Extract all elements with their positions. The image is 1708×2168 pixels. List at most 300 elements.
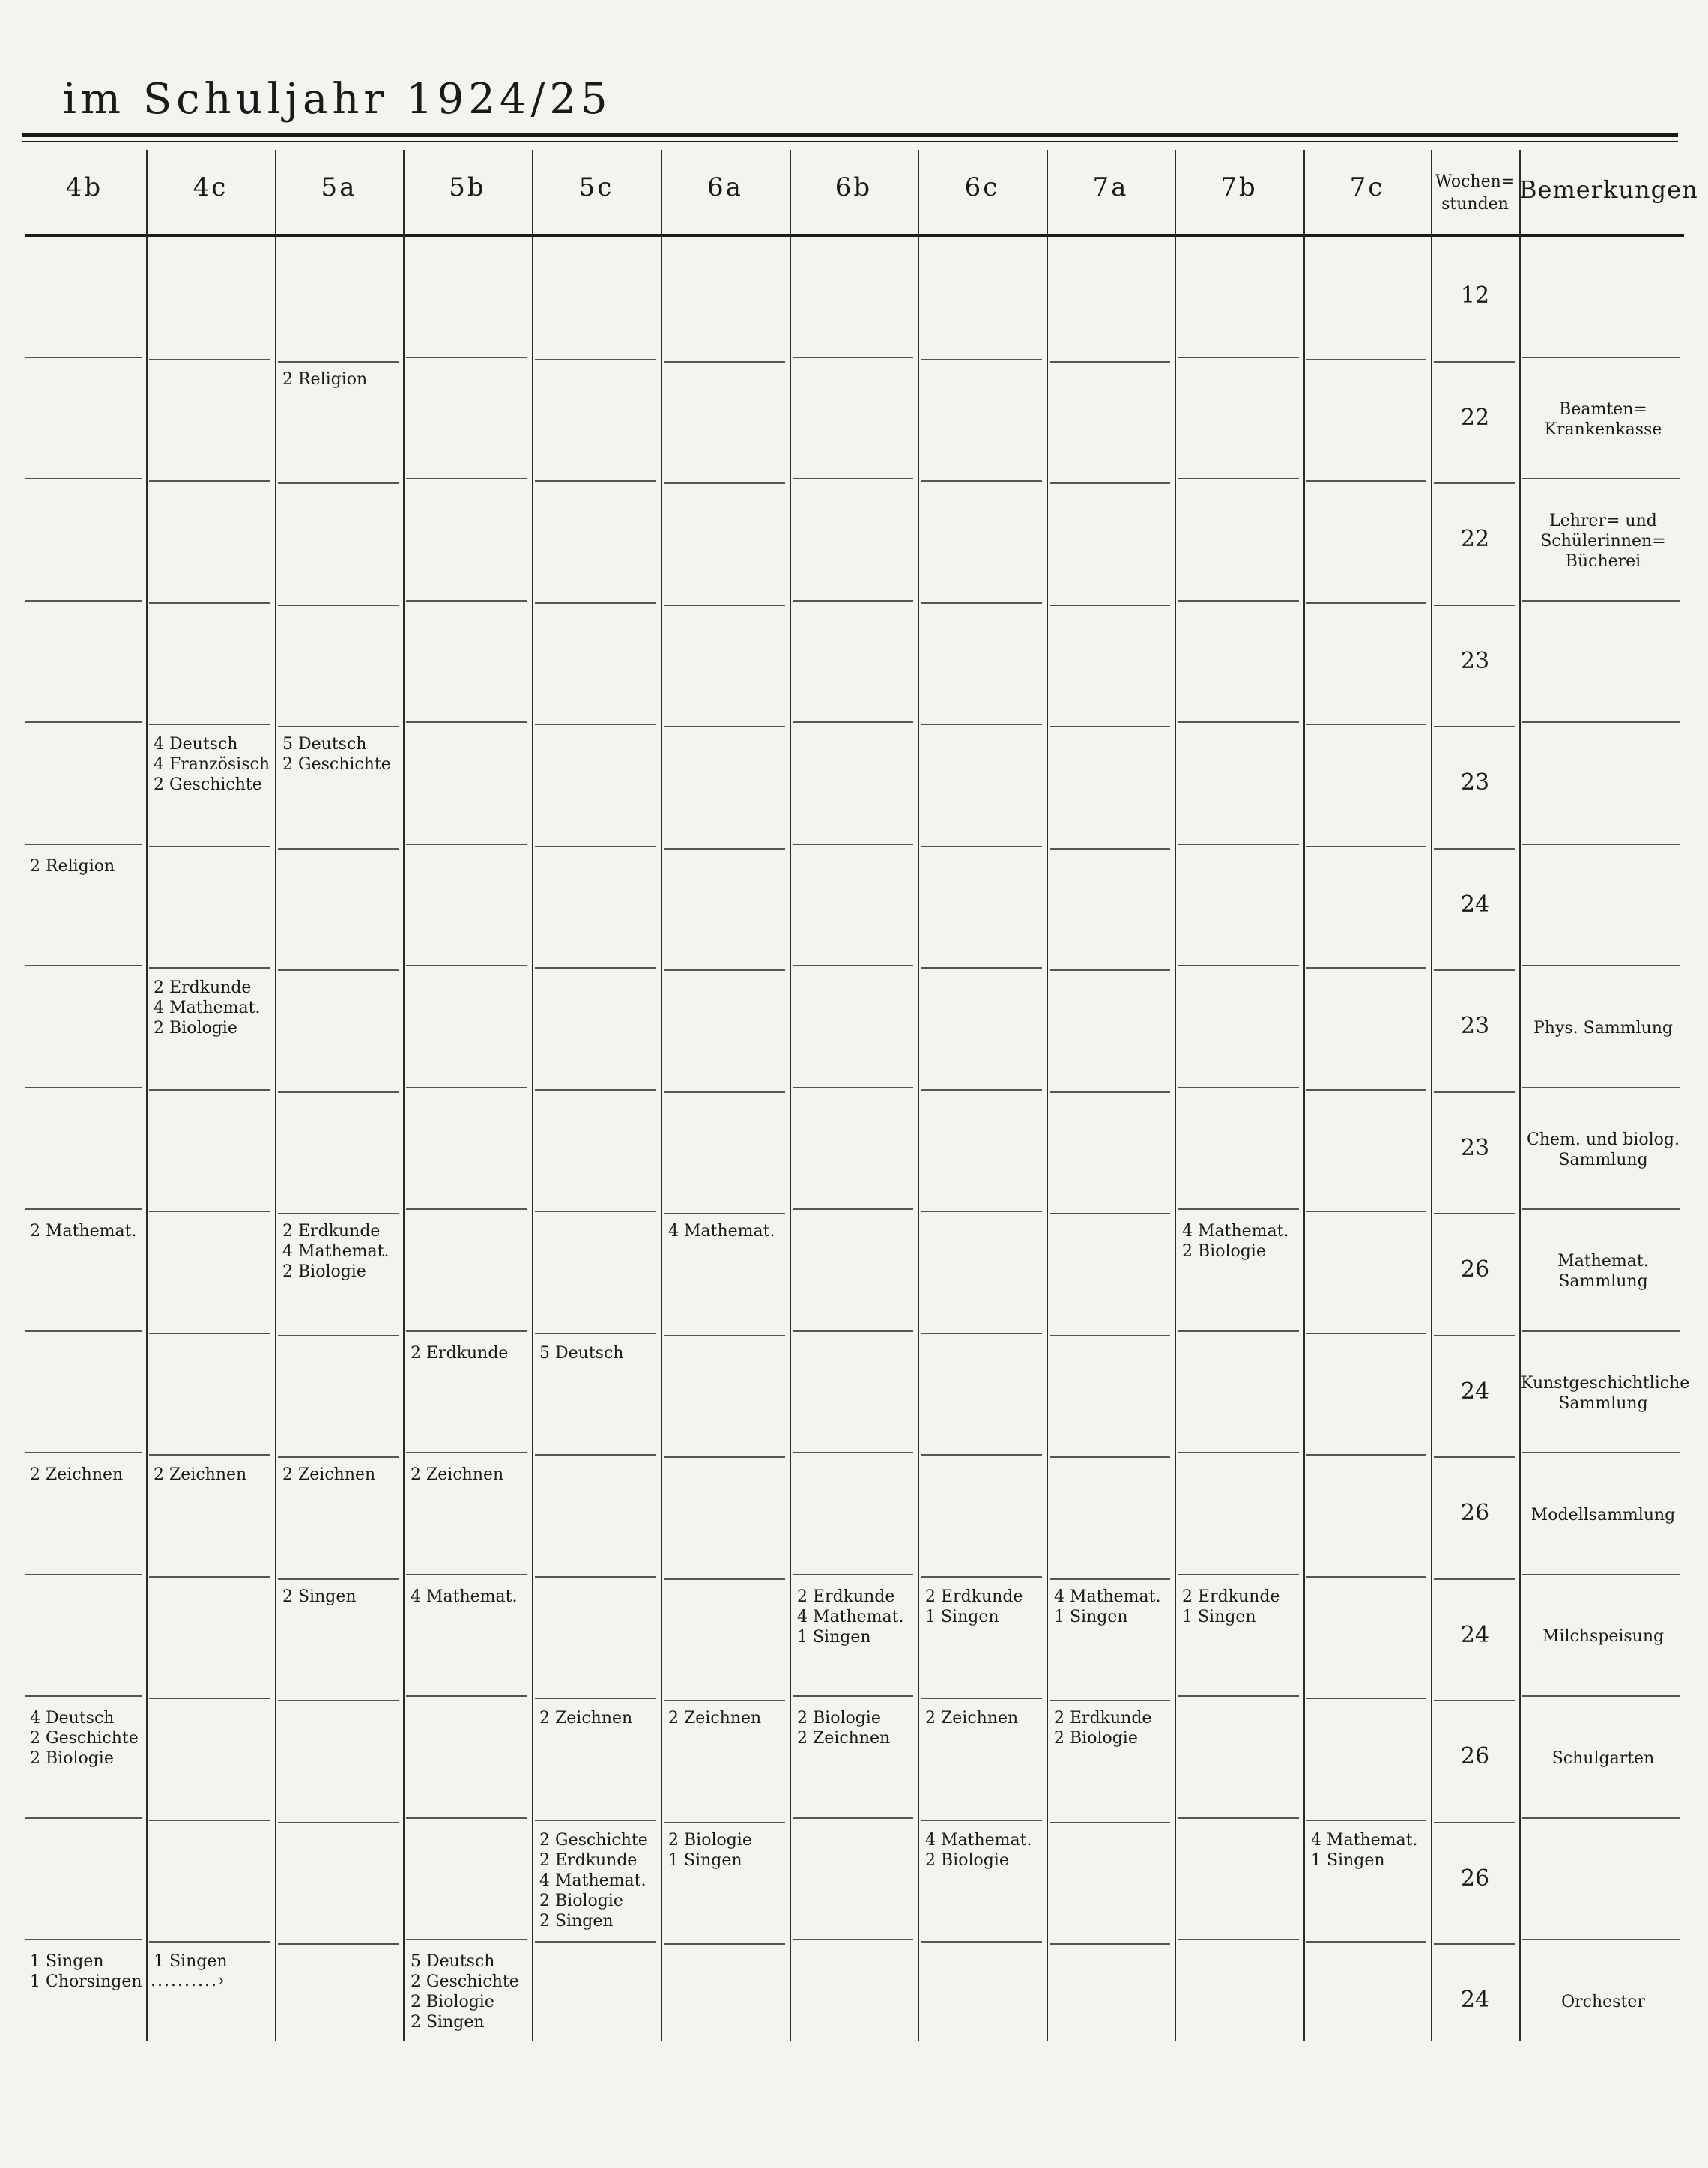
row-divider [1306,724,1426,725]
remark-line: Sammlung [1558,1272,1648,1292]
row-divider [1050,482,1170,484]
subject-line: 2 Biologie [154,1019,237,1038]
weekly-hours: 22 [1460,526,1490,553]
row-divider [149,967,270,969]
row-divider [535,1820,656,1821]
row-divider [149,480,270,482]
row-divider [535,480,656,482]
subject-line: 4 Mathemat. [797,1607,904,1626]
row-divider [1178,1330,1299,1332]
subject-cell [797,1708,890,1748]
row-divider [25,1087,142,1088]
row-divider [921,1333,1042,1334]
subject-cell [154,1465,246,1485]
row-divider [1434,1700,1515,1701]
row-divider [1050,1700,1170,1701]
row-divider [793,1817,913,1819]
row-divider [1178,600,1299,602]
row-divider [25,1695,142,1697]
row-divider [1178,1452,1299,1453]
row-divider [149,1089,270,1091]
remark-line: Beamten= [1559,399,1647,419]
row-divider [535,1211,656,1212]
row-divider [278,1943,399,1945]
remark-line: Sammlung [1558,1150,1648,1169]
row-divider [1306,1454,1426,1456]
subject-line: 2 Singen [411,2013,485,2032]
row-divider [149,1698,270,1699]
row-divider [1050,726,1170,727]
subject-line: 4 Mathemat. [925,1830,1032,1850]
row-divider [535,602,656,604]
subject-line: 2 Erdkunde [282,1222,381,1241]
subject-cell [411,1951,519,2032]
subject-cell [30,1951,142,1992]
row-divider [278,726,399,727]
subject-line: 2 Biologie [668,1830,752,1850]
row-divider [1178,1939,1299,1940]
row-divider [25,844,142,845]
subject-line: 2 Biologie [797,1709,881,1728]
row-divider [921,1698,1042,1699]
row-divider [278,605,399,606]
subject-line: 4 Mathemat. [668,1222,775,1241]
subject-line: 5 Deutsch [282,735,367,754]
subject-cell [539,1830,648,1931]
row-divider [149,1576,270,1578]
remark [1521,1130,1686,1170]
subject-line: 2 Biologie [925,1850,1009,1870]
row-divider [1522,1330,1680,1332]
row-divider [664,1700,785,1701]
row-divider [793,1087,913,1088]
row-divider [406,1087,527,1088]
column-divider [1175,150,1176,2041]
row-divider [1178,844,1299,845]
row-divider [1306,1576,1426,1578]
weekly-hours: 24 [1460,1987,1490,2014]
subject-line: 2 Erdkunde [797,1587,895,1606]
row-divider [793,1208,913,1210]
row-divider [278,1578,399,1580]
subject-cell [925,1587,1023,1627]
column-divider [146,150,148,2041]
row-divider [406,1208,527,1210]
row-divider [535,1941,656,1943]
subject-line: 2 Erdkunde [1182,1587,1280,1606]
subject-line: 4 Deutsch [30,1709,115,1728]
row-divider [406,600,527,602]
row-divider [1522,357,1680,358]
row-divider [149,846,270,847]
subject-line: 2 Biologie [1182,1242,1266,1261]
subject-line: 2 Zeichnen [154,1465,247,1484]
row-divider [25,357,142,358]
row-divider [1050,605,1170,606]
column-divider [661,150,662,2041]
row-divider [1434,482,1515,484]
subject-line: 1 Singen [668,1850,742,1870]
row-divider [1306,1941,1426,1943]
remark-line: Modellsammlung [1530,1505,1676,1524]
weekly-hours: 23 [1460,1134,1490,1161]
subject-line: 2 Biologie [30,1749,114,1768]
row-divider [406,1330,527,1332]
row-divider [406,478,527,479]
subject-line: 4 Mathemat. [411,1587,518,1606]
remark-line: Kunstgeschichtliche [1521,1373,1690,1393]
subject-line: 4 Mathemat. [1182,1222,1289,1241]
subject-cell [925,1830,1032,1871]
subject-line: 5 Deutsch [411,1952,495,1971]
subject-line: 2 Geschichte [154,775,262,794]
subject-line: 4 Mathemat. [282,1242,390,1261]
row-divider [1522,600,1680,602]
row-divider [278,1091,399,1093]
row-divider [921,724,1042,725]
row-divider [25,965,142,966]
subject-line: 4 Mathemat. [154,999,261,1017]
subject-cell [925,1708,1018,1728]
subject-cell [30,1221,136,1241]
row-divider [25,1939,142,1940]
subject-cell [797,1587,903,1647]
row-divider [1306,1698,1426,1699]
row-divider [1522,1574,1680,1575]
chorsingen-arrow: ..........› [151,1972,226,1990]
subject-cell [411,1343,508,1363]
subject-line: 2 Zeichnen [411,1465,504,1484]
row-divider [1306,1089,1426,1091]
column-divider [1303,150,1305,2041]
row-divider [25,1574,142,1575]
top-rule [22,133,1678,137]
subject-cell [1182,1587,1280,1627]
row-divider [535,724,656,725]
row-divider [406,844,527,845]
row-divider [535,967,656,969]
subject-line: 1 Singen [1311,1850,1385,1870]
row-divider [1522,478,1680,479]
row-divider [1522,1817,1680,1819]
weekly-hours: 26 [1460,1865,1490,1892]
weekly-hours: 23 [1460,1013,1490,1040]
weekly-hours: 22 [1460,404,1490,431]
row-divider [921,967,1042,969]
row-divider [1522,844,1680,845]
row-divider [664,1822,785,1823]
row-divider [1434,1335,1515,1336]
subject-cell [154,734,270,795]
row-divider [1522,1939,1680,1940]
subject-line: 2 Singen [539,1911,614,1931]
subject-line: 4 Deutsch [154,735,238,754]
row-divider [921,846,1042,847]
row-divider [921,480,1042,482]
hours-header-line: stunden [1441,195,1509,214]
subject-cell [30,1708,139,1769]
subject-line: 2 Religion [282,369,368,389]
row-divider [664,1943,785,1945]
remark-line: Schulgarten [1551,1748,1655,1768]
remark [1521,1992,1686,2012]
row-divider [149,1333,270,1334]
remarks-header: Bemerkungen [1519,175,1698,204]
row-divider [1306,359,1426,360]
row-divider [278,969,399,971]
row-divider [1522,1208,1680,1210]
weekly-hours: 23 [1460,769,1490,796]
weekly-hours: 12 [1460,282,1490,309]
row-divider [278,482,399,484]
hours-header [1431,171,1519,216]
remark-line: Orchester [1561,1992,1645,2011]
row-divider [1306,602,1426,604]
row-divider [793,1330,913,1332]
row-divider [149,1820,270,1821]
column-header-5b: 5b [449,172,486,202]
subject-line: 2 Religion [30,856,115,876]
row-divider [1434,1822,1515,1823]
column-divider [275,150,276,2041]
row-divider [25,1452,142,1453]
remark-line: Mathemat. [1557,1252,1649,1271]
subject-line: 2 Zeichnen [539,1709,633,1728]
remark [1521,1626,1686,1647]
row-divider [1050,848,1170,850]
row-divider [1434,1213,1515,1214]
row-divider [25,1817,142,1819]
row-divider [406,1695,527,1697]
remark-line: Milchspeisung [1542,1627,1665,1647]
row-divider [406,721,527,723]
row-divider [793,600,913,602]
page-title: im Schuljahr 1924/25 [63,75,612,124]
remark-line: Krankenkasse [1544,420,1662,439]
weekly-hours: 26 [1460,1743,1490,1770]
row-divider [1434,1091,1515,1093]
subject-cell [282,1587,357,1607]
row-divider [535,846,656,847]
row-divider [406,357,527,358]
row-divider [278,1213,399,1214]
subject-cell [30,1465,123,1485]
remark-line: Lehrer= und [1549,511,1657,530]
subject-cell [282,1465,375,1485]
row-divider [406,1452,527,1453]
row-divider [25,1208,142,1210]
row-divider [921,1576,1042,1578]
subject-line: 2 Geschichte [411,1972,519,1991]
remark-line: Bücherei [1565,551,1641,571]
row-divider [921,1820,1042,1821]
subject-cell [668,1830,752,1871]
column-header-7b: 7b [1220,172,1258,202]
row-divider [664,726,785,727]
row-divider [793,478,913,479]
row-divider [278,1700,399,1701]
subject-line: 1 Singen [154,1952,228,1971]
column-divider [918,150,919,2041]
row-divider [1434,1578,1515,1580]
subject-line: 1 Chorsingen [30,1972,142,1991]
column-header-4b: 4b [65,172,103,202]
row-divider [664,1091,785,1093]
row-divider [278,1822,399,1823]
row-divider [793,1452,913,1453]
remark-line: Schülerinnen= [1540,531,1666,551]
hours-header-line: Wochen= [1435,172,1515,191]
row-divider [1434,1943,1515,1945]
row-divider [921,602,1042,604]
subject-line: 4 Mathemat. [1311,1830,1418,1850]
row-divider [1050,1822,1170,1823]
column-header-5a: 5a [321,172,357,202]
row-divider [664,969,785,971]
row-divider [793,1695,913,1697]
row-divider [1306,480,1426,482]
row-divider [535,1333,656,1334]
row-divider [278,1335,399,1336]
row-divider [406,1574,527,1575]
column-divider [1047,150,1048,2041]
row-divider [793,721,913,723]
remark [1521,399,1686,440]
subject-line: 2 Erdkunde [1054,1709,1152,1728]
row-divider [1050,1213,1170,1214]
column-divider [532,150,533,2041]
row-divider [149,1941,270,1943]
subject-line: 4 Mathemat. [1054,1587,1161,1606]
row-divider [149,724,270,725]
subject-cell [154,1951,228,1972]
row-divider [1178,1087,1299,1088]
row-divider [664,1335,785,1336]
weekly-hours: 24 [1460,891,1490,918]
column-header-7c: 7c [1349,172,1385,202]
subject-cell [539,1708,632,1728]
row-divider [25,478,142,479]
row-divider [921,1941,1042,1943]
remark [1521,1373,1690,1414]
remark [1521,1748,1686,1769]
subject-cell [539,1343,623,1363]
subject-line: 2 Erdkunde [925,1587,1023,1606]
subject-line: 2 Geschichte [539,1830,648,1850]
row-divider [149,1454,270,1456]
subject-cell [30,856,115,876]
row-divider [1050,1335,1170,1336]
column-header-5c: 5c [578,172,614,202]
row-divider [664,361,785,363]
subject-line: 2 Zeichnen [282,1465,376,1484]
row-divider [1306,1333,1426,1334]
row-divider [406,1939,527,1940]
column-header-4c: 4c [193,172,228,202]
column-header-6b: 6b [835,172,873,202]
subject-line: 1 Singen [1182,1607,1256,1626]
subject-line: 2 Biologie [282,1262,366,1281]
row-divider [793,1574,913,1575]
subject-line: 2 Zeichnen [30,1465,124,1484]
subject-cell [282,369,367,390]
row-divider [278,1456,399,1458]
row-divider [1522,721,1680,723]
row-divider [664,848,785,850]
row-divider [1050,361,1170,363]
row-divider [25,1330,142,1332]
row-divider [535,1454,656,1456]
row-divider [793,965,913,966]
row-divider [1306,1820,1426,1821]
row-divider [406,1817,527,1819]
row-divider [1306,1211,1426,1212]
subject-line: 2 Zeichnen [668,1709,762,1728]
weekly-hours: 26 [1460,1500,1490,1527]
row-divider [921,1454,1042,1456]
subject-line: 2 Zeichnen [925,1709,1019,1728]
subject-line: 2 Geschichte [30,1729,139,1748]
row-divider [25,721,142,723]
row-divider [921,359,1042,360]
row-divider [1434,1456,1515,1458]
subject-cell [154,978,260,1038]
subject-line: 5 Deutsch [539,1343,624,1363]
row-divider [25,600,142,602]
remark [1521,1505,1686,1525]
subject-cell [282,734,391,775]
weekly-hours: 24 [1460,1621,1490,1648]
subject-line: 2 Erdkunde [154,978,252,997]
subject-cell [282,1221,389,1282]
remark [1521,1018,1686,1038]
row-divider [535,359,656,360]
row-divider [1178,721,1299,723]
row-divider [535,1576,656,1578]
row-divider [1522,965,1680,966]
subject-cell [411,1465,503,1485]
row-divider [793,1939,913,1940]
row-divider [793,357,913,358]
column-divider [790,150,791,2041]
remark-line: Sammlung [1558,1393,1648,1413]
row-divider [406,965,527,966]
row-divider [1434,969,1515,971]
row-divider [1178,965,1299,966]
row-divider [1306,967,1426,969]
row-divider [1522,1695,1680,1697]
subject-line: 1 Singen [1054,1607,1128,1626]
row-divider [1050,969,1170,971]
subject-line: 2 Biologie [539,1891,623,1910]
subject-line: 1 Singen [30,1952,104,1971]
subject-line: 4 Französisch [154,755,270,774]
row-divider [664,482,785,484]
remark-line: Phys. Sammlung [1533,1018,1674,1038]
row-divider [1050,1943,1170,1945]
row-divider [664,1456,785,1458]
top-rule-thin [22,141,1678,142]
weekly-hours: 23 [1460,647,1490,674]
row-divider [1178,357,1299,358]
subject-line: 2 Erdkunde [539,1850,638,1870]
row-divider [1178,478,1299,479]
column-divider [403,150,405,2041]
weekly-hours: 24 [1460,1378,1490,1405]
row-divider [1178,1817,1299,1819]
row-divider [1434,361,1515,363]
column-header-7a: 7a [1092,172,1129,202]
